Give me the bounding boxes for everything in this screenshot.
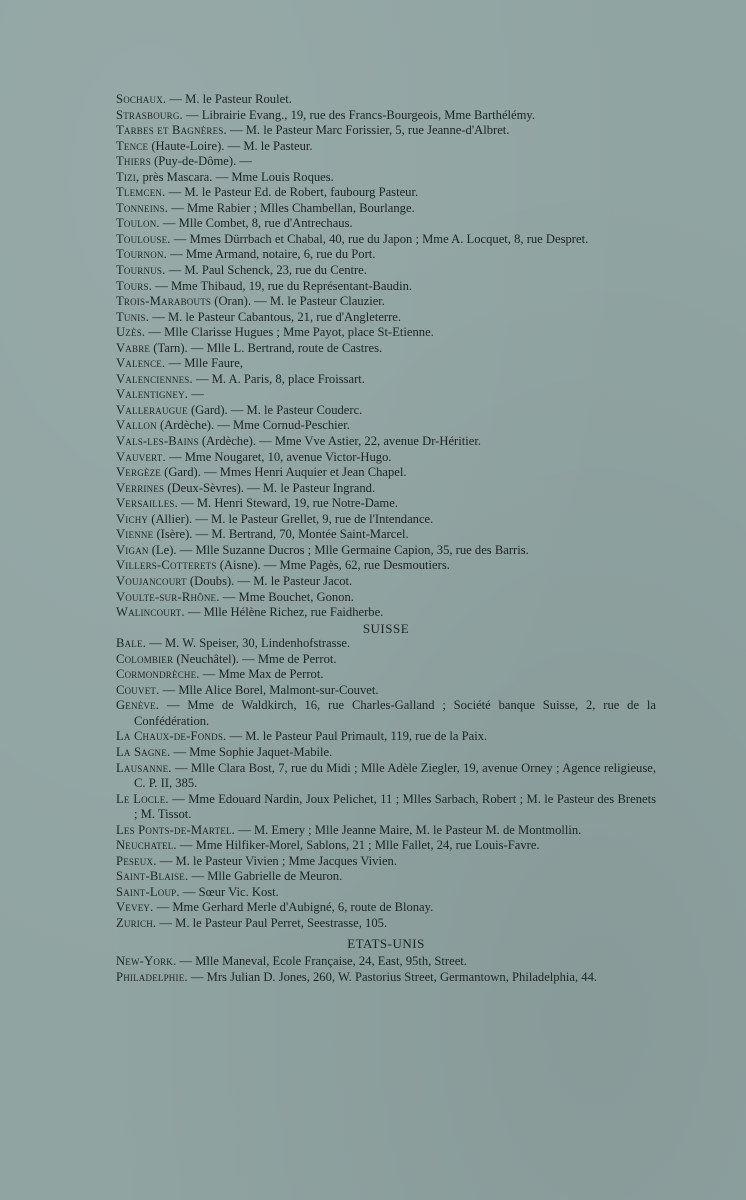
entry-place: Toulon.: [116, 216, 160, 231]
entry-text: — Mrs Julian D. Jones, 260, W. Pastorius Street, Germantown, Philadelphia, 44.: [187, 969, 598, 984]
directory-entry: [116, 954, 656, 970]
entry-text: (Ardèche). — Mme Cornud-Peschier.: [156, 418, 350, 433]
entry-text: — Sœur Vic. Kost.: [179, 884, 279, 899]
entry-place: Tunis.: [116, 309, 150, 324]
entry-place: Voulte-sur-Rhône.: [116, 589, 220, 604]
entry-text: — Mme Bouchet, Gonon.: [219, 589, 354, 604]
entry-text: — M. le Pasteur Ed. de Robert, faubourg Pasteur.: [165, 185, 419, 200]
directory-entry: [116, 310, 656, 326]
entry-place: Tizi,: [116, 169, 140, 184]
entry-text: (Deux-Sèvres). — M. le Pasteur Ingrand.: [164, 480, 376, 495]
directory-entry: [116, 123, 656, 139]
directory-entry: [116, 854, 656, 870]
entry-text: — Mlle Hélène Richez, rue Faidherbe.: [184, 605, 384, 620]
directory-entry: [116, 900, 656, 916]
entry-text: — Mme Thibaud, 19, rue du Représentant-Baudin.: [152, 278, 413, 293]
entry-text: — Mlle Gabrielle de Meuron.: [188, 869, 343, 884]
entry-text: (Oran). — M. le Pasteur Clauzier.: [211, 294, 385, 309]
entry-text: —: [188, 387, 204, 402]
entry-text: — M. le Pasteur Cabantous, 21, rue d'Angleterre.: [149, 309, 402, 324]
entry-text: — Mlle Clarisse Hugues ; Mme Payot, place St-Etienne.: [145, 325, 434, 340]
directory-entry: [116, 543, 656, 559]
entry-text: — M. W. Speiser, 30, Lindenhofstrasse.: [146, 636, 351, 651]
directory-entry: [116, 745, 656, 761]
entry-text: — Mme Max de Perrot.: [199, 667, 324, 682]
directory-entry: [116, 636, 656, 652]
entry-text: (Isère). — M. Bertrand, 70, Montée Saint-Marcel.: [153, 527, 409, 542]
directory-entry: [116, 247, 656, 263]
entry-place: Zurich.: [116, 915, 157, 930]
entry-text: — M. le Pasteur Paul Primault, 119, rue de la Paix.: [226, 729, 488, 744]
entry-place: Tours.: [116, 278, 153, 293]
entry-text: — M. le Pasteur Roulet.: [166, 92, 292, 106]
directory-entry: [116, 558, 656, 574]
entry-place: Vigan: [116, 542, 149, 557]
entry-text: — Librairie Evang., 19, rue des Francs-Bourgeois, Mme Barthélémy.: [182, 107, 536, 122]
directory-entry: [116, 916, 656, 932]
directory-entry: [116, 729, 656, 745]
entry-text: (Aisne). — Mme Pagès, 62, rue Desmoutiers.: [216, 558, 450, 573]
entry-text: — Mme Edouard Nardin, Joux Pelichet, 11 ; Mlles Sarbach, Robert ; M. le Pasteur des Brenets ; M. Tissot.: [134, 791, 656, 822]
entry-place: Saint-Blaise.: [116, 869, 189, 884]
entry-place: Versailles.: [116, 496, 178, 511]
directory-listing: [116, 92, 656, 985]
directory-entry: [116, 527, 656, 543]
entry-place: Uzès.: [116, 325, 146, 340]
entry-text: — Mmes Dürrbach et Chabal, 40, rue du Japon ; Mme A. Locquet, 8, rue Despret.: [170, 231, 589, 246]
entry-place: Vienne: [116, 527, 154, 542]
entry-place: La Chaux-de-Fonds.: [116, 729, 227, 744]
entry-text: — Mme Nougaret, 10, avenue Victor-Hugo.: [165, 449, 392, 464]
entry-text: — M. le Pasteur Marc Forissier, 5, rue Jeanne-d'Albret.: [226, 123, 510, 138]
entry-text: — Mme Armand, notaire, 6, rue du Port.: [166, 247, 376, 262]
entry-text: — Mme Hilfiker-Morel, Sablons, 21 ; Mlle Fallet, 24, rue Louis-Favre.: [176, 838, 540, 853]
entry-place: Bale.: [116, 636, 147, 651]
entry-text: — Mlle Alice Borel, Malmont-sur-Couvet.: [159, 682, 379, 697]
entry-place: Vals-les-Bains: [116, 434, 199, 449]
entry-text: (Tarn). — Mlle L. Bertrand, route de Castres.: [150, 340, 383, 355]
directory-entry: [116, 108, 656, 124]
entry-place: Tournus.: [116, 263, 166, 278]
entry-text: — Mme Gerhard Merle d'Aubigné, 6, route de Blonay.: [153, 900, 434, 915]
directory-entry: [116, 683, 656, 699]
directory-entry: [116, 294, 656, 310]
entry-place: Lausanne.: [116, 760, 172, 775]
entry-place: Valenciennes.: [116, 371, 193, 386]
entry-place: Tlemcen.: [116, 185, 166, 200]
directory-entry: [116, 201, 656, 217]
entry-text: (Haute-Loire). — M. le Pasteur.: [148, 138, 313, 153]
section-heading: SUISSE: [362, 620, 410, 636]
entry-place: Walincourt.: [116, 605, 185, 620]
entry-place: Verrines: [116, 480, 165, 495]
directory-entry: [116, 325, 656, 341]
entry-place: Tournon.: [116, 247, 167, 262]
directory-entry: [116, 761, 656, 792]
directory-entry: [116, 232, 656, 248]
entry-place: Vabre: [116, 340, 151, 355]
entry-text: (Gard). — Mmes Henri Auquier et Jean Chapel.: [161, 465, 407, 480]
directory-entry: [116, 667, 656, 683]
directory-entry: [116, 356, 656, 372]
directory-entry: [116, 574, 656, 590]
directory-entry: [116, 970, 656, 986]
entry-text: (Allier). — M. le Pasteur Grellet, 9, rue de l'Intendance.: [148, 511, 434, 526]
entry-text: — Mme de Waldkirch, 16, rue Charles-Galland ; Société banque Suisse, 2, rue de la Confédération.: [134, 698, 656, 728]
entry-place: Tonneins.: [116, 200, 169, 215]
entry-place: Philadelphie.: [116, 969, 188, 984]
directory-entry: [116, 139, 656, 155]
directory-entry: [116, 450, 656, 466]
entry-place: Vevey.: [116, 900, 154, 915]
entry-place: Toulouse.: [116, 231, 171, 246]
entry-place: Valleraugue: [116, 402, 188, 417]
entry-place: Saint-Loup.: [116, 884, 180, 899]
entry-text: — M. le Pasteur Vivien ; Mme Jacques Vivien.: [156, 853, 397, 868]
entry-place: Tarbes et Bagnères.: [116, 123, 227, 138]
directory-entry: [116, 496, 656, 512]
directory-entry: [116, 605, 656, 621]
entry-text: — M. A. Paris, 8, place Froissart.: [192, 371, 365, 386]
entry-text: — Mlle Maneval, Ecole Française, 24, East, 95th, Street.: [176, 954, 467, 969]
entry-place: Sochaux.: [116, 92, 167, 106]
entry-place: Les Ponts-de-Martel.: [116, 822, 236, 837]
entry-place: Strasbourg.: [116, 107, 183, 122]
directory-entry: [116, 185, 656, 201]
entry-text: — Mme Rabier ; Mlles Chambellan, Bourlange.: [168, 200, 415, 215]
directory-entry: [116, 792, 656, 823]
directory-entry: [116, 481, 656, 497]
entry-place: Vallon: [116, 418, 157, 433]
entry-place: Neuchatel.: [116, 838, 177, 853]
directory-entry: [116, 170, 656, 186]
entry-text: (Le). — Mlle Suzanne Ducros ; Mlle Germaine Capion, 35, rue des Barris.: [148, 542, 529, 557]
directory-entry: [116, 885, 656, 901]
entry-place: Vauvert.: [116, 449, 166, 464]
entry-text: (Neuchâtel). — Mme de Perrot.: [173, 651, 337, 666]
entry-text: (Doubs). — M. le Pasteur Jacot.: [186, 573, 353, 588]
entry-text: — M. Emery ; Mlle Jeanne Maire, M. le Pasteur M. de Montmollin.: [235, 822, 582, 837]
directory-entry: [116, 216, 656, 232]
entry-place: Genève.: [116, 698, 160, 713]
entry-text: — M. Paul Schenck, 23, rue du Centre.: [165, 263, 367, 278]
directory-entry: [116, 341, 656, 357]
directory-entry: [116, 698, 656, 729]
entry-place: Peseux.: [116, 853, 157, 868]
entry-text: — M. Henri Steward, 19, rue Notre-Dame.: [177, 496, 398, 511]
entry-place: Cormondrèche.: [116, 667, 200, 682]
directory-entry: [116, 279, 656, 295]
directory-entry: [116, 154, 656, 170]
entry-text: (Puy-de-Dôme). —: [150, 154, 252, 169]
entry-text: (Ardèche). — Mme Vve Astier, 22, avenue Dr-Héritier.: [198, 434, 481, 449]
entry-place: Thiers: [116, 154, 151, 169]
entry-place: La Sagne.: [116, 744, 171, 759]
entry-place: Vergèze: [116, 465, 161, 480]
entry-place: Villers-Cotterets: [116, 558, 217, 573]
entry-text: — Mlle Clara Bost, 7, rue du Midi ; Mlle Adèle Ziegler, 19, avenue Orney ; Agence religieuse, C. P. II, 385.: [134, 760, 656, 791]
entry-text: près Mascara. — Mme Louis Roques.: [139, 169, 334, 184]
entry-text: (Gard). — M. le Pasteur Couderc.: [187, 402, 363, 417]
entry-place: Colombier: [116, 651, 174, 666]
entry-text: — Mlle Combet, 8, rue d'Antrechaus.: [159, 216, 353, 231]
entry-place: Valentigney.: [116, 387, 189, 402]
directory-entry: [116, 652, 656, 668]
directory-entry: [116, 838, 656, 854]
directory-entry: [116, 263, 656, 279]
entry-place: Trois-Marabouts: [116, 294, 212, 309]
directory-entry: [116, 869, 656, 885]
entry-text: — Mlle Faure,: [165, 356, 243, 371]
entry-text: — M. le Pasteur Paul Perret, Seestrasse, 105.: [156, 915, 388, 930]
entry-place: Tence: [116, 138, 149, 153]
entry-place: New-York.: [116, 954, 177, 969]
entry-place: Voujancourt: [116, 573, 187, 588]
section-heading: ETATS-UNIS: [347, 935, 425, 951]
directory-entry: [116, 512, 656, 528]
directory-entry: [116, 403, 656, 419]
entry-place: Le Locle.: [116, 791, 169, 806]
entry-place: Vichy: [116, 511, 149, 526]
directory-entry: [116, 387, 656, 403]
directory-entry: [116, 372, 656, 388]
entry-text: — Mme Sophie Jaquet-Mabile.: [170, 744, 333, 759]
directory-entry: [116, 434, 656, 450]
entry-place: Couvet.: [116, 682, 160, 697]
directory-entry: [116, 823, 656, 839]
directory-entry: [116, 418, 656, 434]
directory-entry: [116, 465, 656, 481]
directory-entry: [116, 590, 656, 606]
directory-entry: [116, 92, 656, 108]
entry-place: Valence.: [116, 356, 166, 371]
